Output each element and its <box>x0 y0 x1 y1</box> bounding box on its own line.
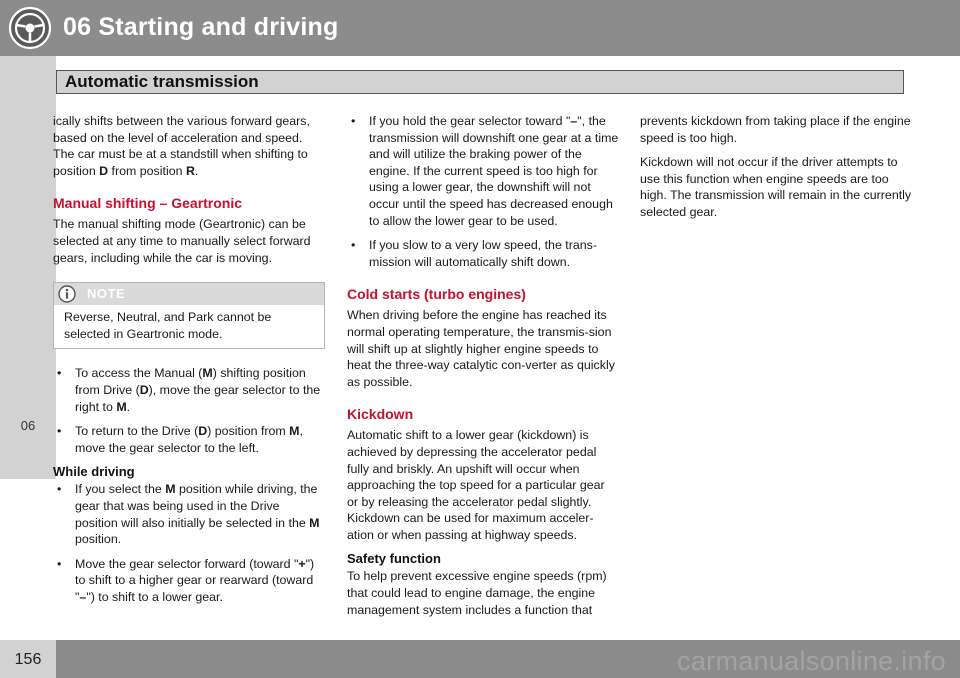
list-item: • To return to the Drive (D) position from M, move the gear selector to the left. <box>57 424 303 455</box>
column-1 <box>53 113 325 613</box>
safety-function-heading: Safety function <box>347 551 441 567</box>
chapter-title: 06 Starting and driving <box>63 13 339 41</box>
list-item: • To access the Manual (M) shifting position from Drive (D), move the gear selector to the right to M. <box>57 366 321 414</box>
note-label: NOTE <box>87 286 126 302</box>
note-header <box>54 283 324 305</box>
bullet: • <box>351 238 356 253</box>
manual-shifting-paragraph: The manual shifting mode (Geartronic) can be selected at any time to manually select forward gears, including while the car is moving. <box>53 217 311 265</box>
cold-starts-paragraph: When driving before the engine has reached its normal operating temperature, the transmis-sion will shift up at slightly higher engine speeds to heat the three-way catalytic con-verter as quickly as possible. <box>347 308 615 389</box>
manual-bullet-list <box>53 365 325 456</box>
kickdown-heading: Kickdown <box>347 406 414 423</box>
list-item: • If you hold the gear selector toward "–", the transmission will downshift one gear at a time and will utilize the braking power of the engine. If the current speed is too high for using a lower gear, the downshift will not occur until the speed has decreased enough to allow the lower gear to be used. <box>351 114 619 228</box>
page-number: 156 <box>14 651 42 668</box>
bullet: • <box>57 482 62 497</box>
list-item: • If you slow to a very low speed, the trans-mission will automatically shift down. <box>351 238 597 269</box>
section-header <box>56 70 904 94</box>
while-driving-heading: While driving <box>53 464 135 480</box>
side-margin <box>0 479 56 640</box>
kickdown-paragraph: Automatic shift to a lower gear (kickdown) is achieved by depressing the accelerator pedal fully and briskly. An upshift will occur when approaching the top speed for a particular gear or by releasing the accelerator pedal slightly. Kickdown can be used for maximum acceler-ation or when passing at highway speeds. <box>347 428 605 542</box>
chapter-side-tab <box>0 56 56 479</box>
column-2 <box>347 113 619 626</box>
bullet: • <box>57 556 62 571</box>
cold-starts-heading: Cold starts (turbo engines) <box>347 286 526 303</box>
bullet: • <box>351 114 356 128</box>
chapter-tab-label: 06 <box>20 418 36 433</box>
kickdown-limit-paragraph: Kickdown will not occur if the driver attempts to use this function when engine speeds are too high. The transmission will remain in the currently selected gear. <box>640 155 912 219</box>
section-title: Automatic transmission <box>65 72 259 91</box>
list-item: • If you select the M position while driving, the gear that was being used in the Drive position will also initially be selected in the M position. <box>57 482 320 547</box>
info-icon <box>58 285 76 303</box>
watermark: carmanualsonline.info <box>677 646 946 676</box>
steering-wheel-icon <box>8 6 52 50</box>
while-driving-list <box>53 481 325 605</box>
intro-paragraph: ically shifts between the various forward gears, based on the level of acceleration and speed. The car must be at a standstill when shifting to position D from position R. <box>53 114 310 178</box>
list-item: • Move the gear selector forward (toward "+") to shift to a higher gear or rearward (toward "–") to shift to a lower gear. <box>57 556 315 604</box>
kickdown-continued-paragraph: prevents kickdown from taking place if the engine speed is too high. <box>640 114 911 145</box>
safety-function-paragraph: To help prevent excessive engine speeds (rpm) that could lead to engine damage, the engine management system includes a function that <box>347 569 607 617</box>
column-3 <box>640 113 912 229</box>
bullet: • <box>57 424 62 439</box>
manual-shifting-heading: Manual shifting – Geartronic <box>53 195 243 212</box>
note-box <box>53 282 325 349</box>
downshift-list <box>347 113 619 270</box>
bullet: • <box>57 366 62 381</box>
note-text: Reverse, Neutral, and Park cannot be selected in Geartronic mode. <box>64 310 272 341</box>
